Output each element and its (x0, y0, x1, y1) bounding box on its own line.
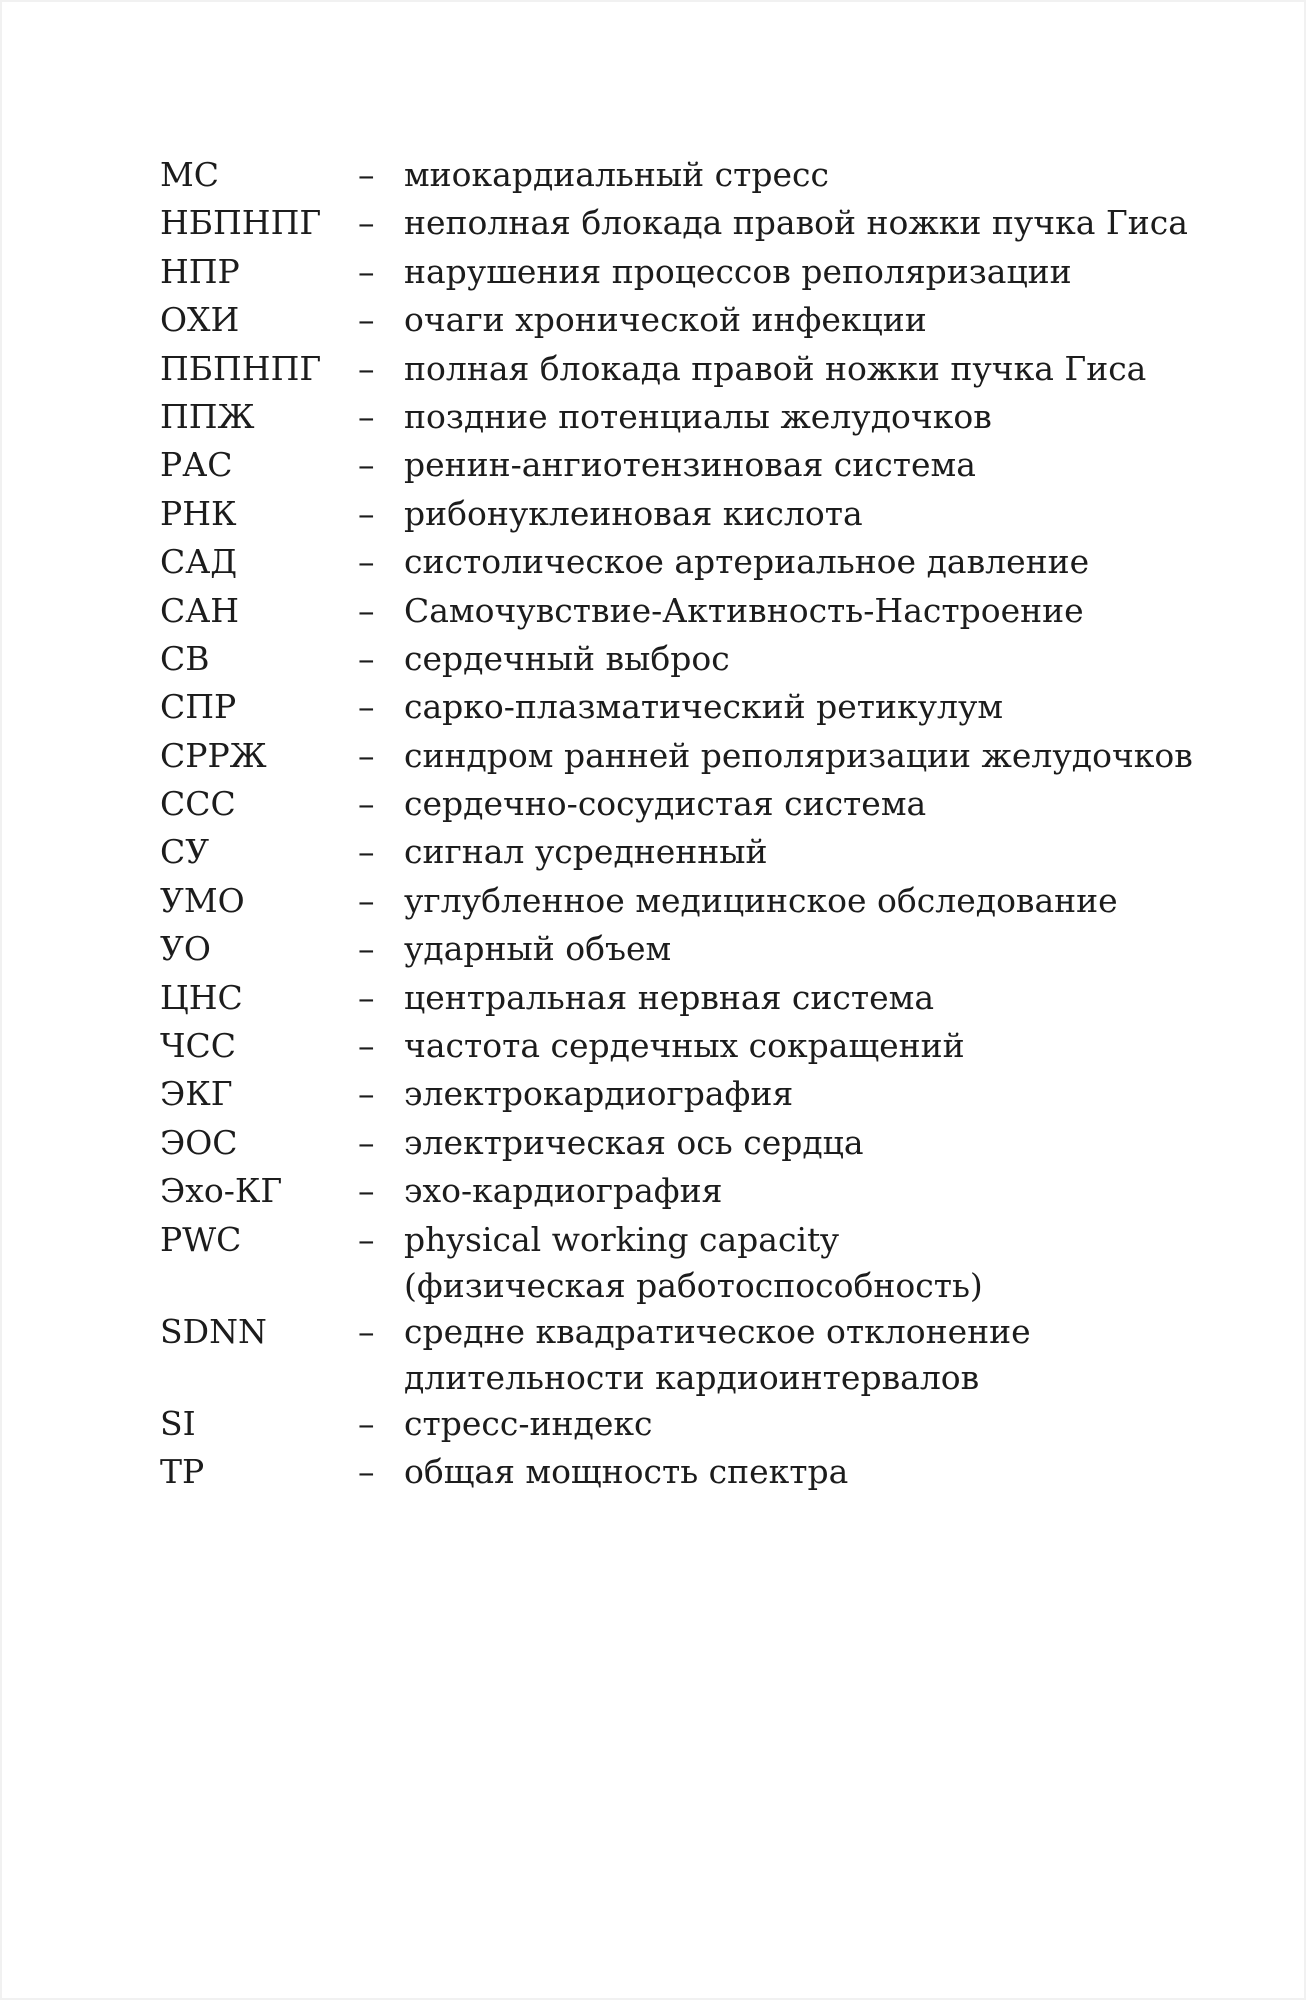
abbreviation-definition (404, 1023, 1160, 1069)
abbreviation-term: НПР (160, 251, 240, 291)
abbreviation-row (160, 539, 1160, 587)
definition-line: сердечно-сосудистая система (404, 784, 927, 824)
definition-line: очаги хронической инфекции (404, 300, 927, 340)
dash-separator: – (358, 784, 375, 824)
definition-line: сигнал усредненный (404, 832, 768, 872)
definition-line: ренин-ангиотензиновая система (404, 445, 976, 485)
abbreviation-definition (404, 1401, 1160, 1447)
abbreviation-definition (404, 1071, 1160, 1117)
abbreviation-term: PWC (160, 1219, 242, 1259)
abbreviation-term: СУ (160, 832, 210, 872)
abbreviation-term: ССС (160, 784, 236, 824)
dash-separator: – (358, 880, 375, 920)
dash-separator: – (358, 735, 375, 775)
definition-line: эхо-кардиография (404, 1171, 723, 1211)
definition-line: сарко-плазматический ретикулум (404, 687, 1004, 727)
abbreviation-row (160, 1120, 1160, 1168)
definition-line: ударный объем (404, 929, 672, 969)
abbreviation-row (160, 588, 1160, 636)
abbreviation-term: Эхо-КГ (160, 1171, 283, 1211)
abbreviation-definition (404, 1449, 1160, 1495)
abbreviation-definition (404, 733, 1193, 779)
abbreviation-definition (404, 878, 1160, 924)
abbreviation-row (160, 1168, 1160, 1216)
abbreviation-row (160, 733, 1193, 781)
dash-separator: – (358, 300, 375, 340)
definition-line: длительности кардиоинтервалов (404, 1357, 980, 1397)
definition-line: синдром ранней реполяризации желудочков (404, 735, 1193, 775)
abbreviation-row (160, 297, 1160, 345)
definition-line: общая мощность спектра (404, 1451, 849, 1491)
abbreviation-definition (404, 297, 1160, 343)
abbreviation-definition (404, 394, 1160, 440)
abbreviation-definition (404, 491, 1160, 537)
abbreviation-row (160, 975, 1160, 1023)
abbreviation-term: ОХИ (160, 300, 240, 340)
abbreviation-row (160, 1217, 1160, 1309)
abbreviation-definition (404, 1120, 1160, 1166)
definition-line: миокардиальный стресс (404, 155, 829, 194)
definition-line: physical working capacity (404, 1219, 839, 1259)
abbreviation-term: ЧСС (160, 1026, 237, 1066)
abbreviation-term: УО (160, 929, 211, 969)
dash-separator: – (358, 445, 375, 485)
abbreviation-row (160, 1449, 1160, 1497)
abbreviation-definition (404, 346, 1160, 392)
abbreviation-definition (404, 1217, 1160, 1309)
definition-line: электрическая ось сердца (404, 1122, 864, 1162)
abbreviation-term: САН (160, 590, 240, 630)
dash-separator: – (358, 929, 375, 969)
abbreviation-term: ЭОС (160, 1122, 238, 1162)
definition-line: рибонуклеиновая кислота (404, 493, 863, 533)
definition-line: полная блокада правой ножки пучка Гиса (404, 348, 1147, 388)
dash-separator: – (358, 1403, 375, 1443)
abbreviation-definition (404, 829, 1160, 875)
abbreviation-definition (404, 781, 1160, 827)
abbreviation-row (160, 636, 1160, 684)
dash-separator: – (358, 155, 375, 194)
dash-separator: – (358, 638, 375, 678)
definition-line: Самочувствие-Активность-Настроение (404, 590, 1084, 630)
dash-separator: – (358, 542, 375, 582)
abbreviation-definition (404, 152, 1160, 198)
abbreviation-term: ЦНС (160, 977, 243, 1017)
abbreviation-term: НБПНПГ (160, 203, 322, 243)
abbreviation-term: СПР (160, 687, 237, 727)
abbreviation-term: СВ (160, 638, 210, 678)
definition-line: стресс-индекс (404, 1403, 653, 1443)
abbreviation-term: SI (160, 1403, 196, 1443)
abbreviation-definition (404, 200, 1188, 246)
abbreviation-row (160, 346, 1160, 394)
abbreviation-row (160, 152, 1160, 200)
abbreviation-term: TP (160, 1451, 205, 1491)
abbreviation-term: СРРЖ (160, 735, 267, 775)
abbreviation-row (160, 491, 1160, 539)
definition-line: центральная нервная система (404, 977, 934, 1017)
definition-line: систолическое артериальное давление (404, 542, 1090, 582)
definition-line: нарушения процессов реполяризации (404, 251, 1072, 291)
abbreviation-row (160, 200, 1188, 248)
dash-separator: – (358, 977, 375, 1017)
dash-separator: – (358, 251, 375, 291)
definition-line: поздние потенциалы желудочков (404, 396, 992, 436)
dash-separator: – (358, 832, 375, 872)
dash-separator: – (358, 396, 375, 436)
abbreviation-row (160, 394, 1160, 442)
abbreviation-definition (404, 975, 1160, 1021)
abbreviation-row (160, 1401, 1160, 1449)
definition-line: (физическая работоспособность) (404, 1265, 983, 1305)
abbreviation-term: РНК (160, 493, 237, 533)
abbreviation-definition (404, 1309, 1160, 1401)
abbreviation-row (160, 926, 1160, 974)
abbreviation-row (160, 1023, 1160, 1071)
dash-separator: – (358, 1451, 375, 1491)
dash-separator: – (358, 1219, 375, 1259)
definition-line: углубленное медицинское обследование (404, 880, 1118, 920)
dash-separator: – (358, 590, 375, 630)
dash-separator: – (358, 348, 375, 388)
abbreviation-definition (404, 1168, 1160, 1214)
abbreviation-term: САД (160, 542, 238, 582)
abbreviation-term: РАС (160, 445, 233, 485)
abbreviation-definition (404, 249, 1160, 295)
abbreviation-row (160, 878, 1160, 926)
abbreviation-list (160, 152, 1193, 1497)
abbreviation-term: ППЖ (160, 396, 255, 436)
definition-line: сердечный выброс (404, 638, 730, 678)
abbreviation-definition (404, 588, 1160, 634)
definition-line: частота сердечных сокращений (404, 1026, 965, 1066)
definition-line: средне квадратическое отклонение (404, 1311, 1031, 1351)
abbreviation-row (160, 249, 1160, 297)
abbreviation-term: МС (160, 155, 220, 194)
dash-separator: – (358, 493, 375, 533)
abbreviation-row (160, 442, 1160, 490)
abbreviation-definition (404, 636, 1160, 682)
dash-separator: – (358, 687, 375, 727)
definition-line: электрокардиография (404, 1074, 794, 1114)
abbreviation-definition (404, 926, 1160, 972)
dash-separator: – (358, 1171, 375, 1211)
abbreviation-row (160, 1309, 1160, 1401)
dash-separator: – (358, 203, 375, 243)
abbreviation-term: ПБПНПГ (160, 348, 322, 388)
dash-separator: – (358, 1122, 375, 1162)
definition-line: неполная блокада правой ножки пучка Гиса (404, 203, 1188, 243)
abbreviation-row (160, 781, 1160, 829)
abbreviation-row (160, 1071, 1160, 1119)
abbreviation-term: SDNN (160, 1311, 267, 1351)
abbreviation-term: УМО (160, 880, 245, 920)
abbreviation-row (160, 684, 1160, 732)
abbreviation-definition (404, 684, 1160, 730)
abbreviation-definition (404, 539, 1160, 585)
dash-separator: – (358, 1026, 375, 1066)
dash-separator: – (358, 1311, 375, 1351)
abbreviation-row (160, 829, 1160, 877)
abbreviation-definition (404, 442, 1160, 488)
dash-separator: – (358, 1074, 375, 1114)
abbreviation-term: ЭКГ (160, 1074, 233, 1114)
